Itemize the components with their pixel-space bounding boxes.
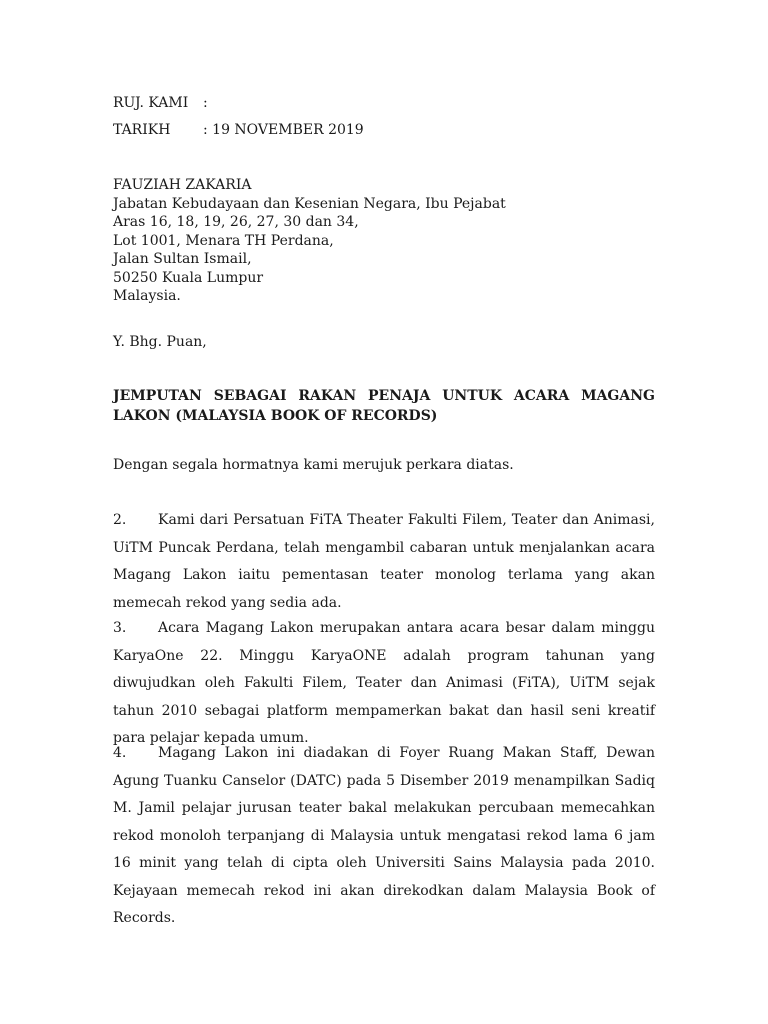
paragraph-2 <box>113 507 655 617</box>
address-line: Malaysia. <box>113 288 181 304</box>
salutation: Y. Bhg. Puan, <box>113 334 207 350</box>
address-line: Aras 16, 18, 19, 26, 27, 30 dan 34, <box>113 214 359 230</box>
paragraph-4 <box>113 740 655 933</box>
letter-subject: JEMPUTAN SEBAGAI RAKAN PENAJA UNTUK ACARA MAGANG LAKON (MALAYSIA BOOK OF RECORDS) <box>113 388 655 424</box>
tarikh-value: : 19 NOVEMBER 2019 <box>203 122 364 138</box>
paragraph-number: 2. <box>113 512 127 528</box>
address-line: Jabatan Kebudayaan dan Kesenian Negara, Ibu Pejabat <box>113 195 506 212</box>
date-row <box>113 121 364 139</box>
recipient-address <box>113 176 506 306</box>
reference-row <box>113 94 208 112</box>
recipient-name: FAUZIAH ZAKARIA <box>113 177 252 193</box>
paragraph-3 <box>113 615 655 753</box>
tarikh-label: TARIKH <box>113 122 171 138</box>
opening-line: Dengan segala hormatnya kami merujuk perkara diatas. <box>113 457 514 473</box>
address-line: Lot 1001, Menara TH Perdana, <box>113 232 334 249</box>
address-line: Jalan Sultan Ismail, <box>113 251 252 267</box>
ruj-label: RUJ. KAMI <box>113 95 189 111</box>
address-line: 50250 Kuala Lumpur <box>113 269 264 286</box>
ruj-value: : <box>203 95 208 111</box>
paragraph-number: 3. <box>113 620 127 636</box>
paragraph-text: Magang Lakon ini diadakan di Foyer Ruang Makan Staff, Dewan Agung Tuanku Canselor (DATC) pada 5 Disember 2019 menampilkan Sadiq M. Jamil pelajar jurusan teater bakal melakukan percubaan memecahkan rekod monoloh terpanjang di Malaysia untuk mengatasi rekod lama 6 jam 16 minit yang telah di cipta oleh Universiti Sains Malaysia pada 2010. Kejayaan memecah rekod ini akan direkodkan dalam Malaysia Book of Records. <box>113 745 655 926</box>
paragraph-number: 4. <box>113 745 127 761</box>
paragraph-text: Acara Magang Lakon merupakan antara acara besar dalam minggu KaryaOne 22. Minggu KaryaONE adalah program tahunan yang diwujudkan oleh Fakulti Filem, Teater dan Animasi (FiTA), UiTM sejak tahun 2010 sebagai platform mempamerkan bakat dan hasil seni kreatif para pelajar kepada umum. <box>113 620 655 746</box>
paragraph-text: Kami dari Persatuan FiTA Theater Fakulti Filem, Teater dan Animasi, UiTM Puncak Perdana, telah mengambil cabaran untuk menjalankan acara Magang Lakon iaitu pementasan teater monolog terlama yang akan memecah rekod yang sedia ada. <box>113 512 655 611</box>
